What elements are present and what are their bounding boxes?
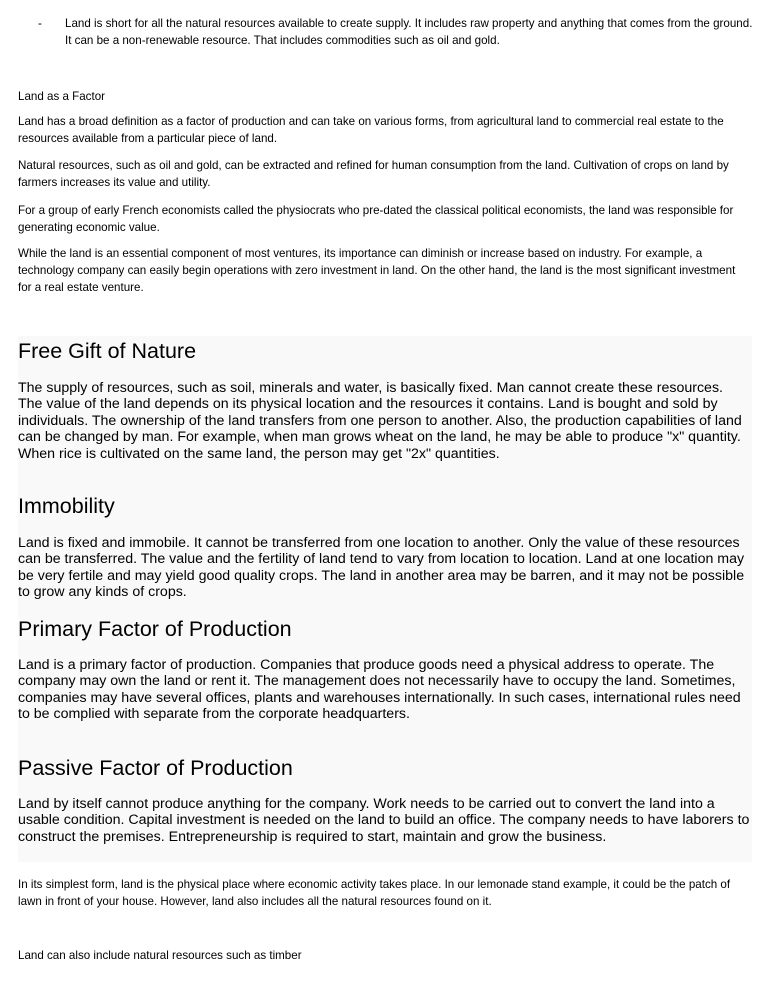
section-body: Land by itself cannot produce anything for the company. Work needs to be carried out to convert the land into a usable condition. Capital investment is needed on the land to build an office. The company needs to have laborers to construct the premises. Entrepreneurship is required to start, maintain and grow the business. — [18, 796, 750, 845]
outro-paragraph: In its simplest form, land is the physical place where economic activity takes place. In our lemonade stand example, it could be the patch of lawn in front of your house. However, land also includes all the natural resources found on it. — [18, 878, 731, 908]
final-line: Land can also include natural resources such as timber — [18, 949, 302, 962]
intro-paragraph: Land has a broad definition as a factor of production and can take on various forms, from agricultural land to commercial real estate to the resources available from a particular piece of land. — [18, 115, 724, 145]
heading-immobility: Immobility — [18, 494, 115, 518]
section-body: Land is fixed and immobile. It cannot be transferred from one location to another. Only the value of these resources can be transferred. The value and the fertility of land tend to vary from location to location. Land at one location may be very fertile and may yield good quality crops. The land in another area may be barren, and it may not be possible to grow any kinds of crops. — [18, 535, 745, 601]
intro-paragraph: While the land is an essential component of most ventures, its importance can diminish or increase based on industry. For example, a technology company can easily begin operations with zero investment in land. On the other hand, the land is the most significant investment for a real estate venture. — [18, 247, 736, 294]
heading-primary-factor: Primary Factor of Production — [18, 617, 292, 641]
intro-paragraph: For a group of early French economists called the physiocrats who pre-dated the classical political economists, the land was responsible for generating economic value. — [18, 204, 734, 234]
section-body: The supply of resources, such as soil, minerals and water, is basically fixed. Man cannot create these resources. The value of the land depends on its physical location and the resources it contains. Land is bought and sold by individuals. The ownership of the land transfers from one person to another. Also, the production capabilities of land can be changed by man. For example, when man grows wheat on the land, he may be able to produce "x" quantity. When rice is cultivated on the same land, the person may get "2x" quantities. — [18, 380, 742, 462]
heading-free-gift-of-nature: Free Gift of Nature — [18, 339, 197, 363]
bullet-text: Land is short for all the natural resources available to create supply. It includes raw property and anything that comes from the ground. It can be a non-renewable resource. That includes commodities such as oil and gold. — [65, 17, 753, 47]
intro-paragraph: Natural resources, such as oil and gold, can be extracted and refined for human consumption from the land. Cultivation of crops on land by farmers increases its value and utility. — [18, 159, 729, 189]
section-heading-land-as-factor: Land as a Factor — [18, 90, 106, 103]
bullet-marker: - — [38, 17, 42, 30]
section-body: Land is a primary factor of production. Companies that produce goods need a physical address to operate. The company may own the land or rent it. The management does not necessarily have to occupy the land. Sometimes, companies may have several offices, plants and warehouses internationally. In such cases, international rules need to be complied with separate from the corporate headquarters. — [18, 657, 741, 723]
heading-passive-factor: Passive Factor of Production — [18, 756, 293, 780]
